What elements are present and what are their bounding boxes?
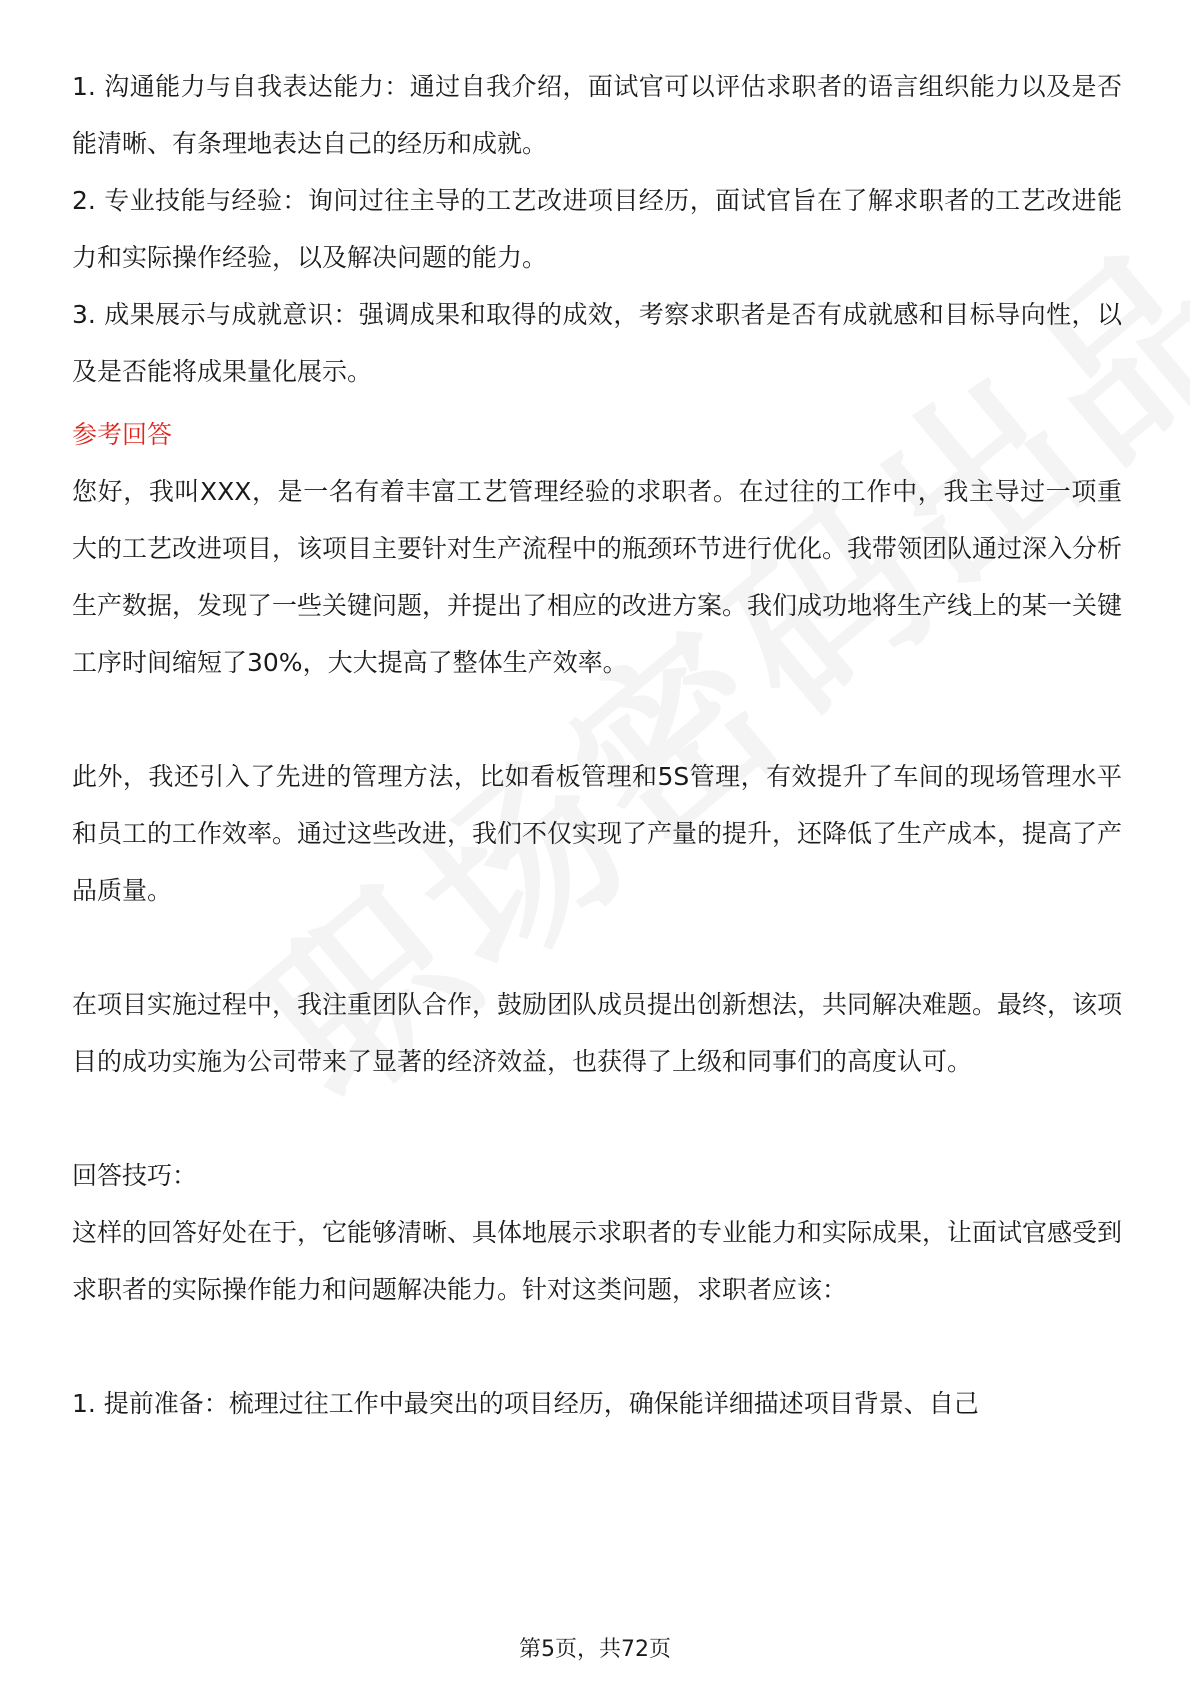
spacer: [72, 1090, 1122, 1147]
tips-paragraph: 这样的回答好处在于，它能够清晰、具体地展示求职者的专业能力和实际成果，让面试官感受到求职者的实际操作能力和问题解决能力。针对这类问题，求职者应该：: [72, 1218, 1123, 1304]
intro-item-3: 3. 成果展示与成就意识：强调成果和取得的成效，考察求职者是否有成就感和目标导向性，以及是否能将成果量化展示。: [72, 300, 1122, 386]
reference-paragraph-1: 您好，我叫XXX，是一名有着丰富工艺管理经验的求职者。在过往的工作中，我主导过一项重大的工艺改进项目，该项目主要针对生产流程中的瓶颈环节进行优化。我带领团队通过深入分析生产数据，发现了一些关键问题，并提出了相应的改进方案。我们成功地将生产线上的某一关键工序时间缩短了30%，大大提高了整体生产效率。: [72, 477, 1123, 677]
spacer: [72, 691, 1122, 748]
spacer: [72, 1318, 1122, 1375]
page-number: 第5页，共72页: [519, 1637, 671, 1662]
tips-heading: 回答技巧：: [72, 1161, 198, 1190]
reference-paragraph-3: 在项目实施过程中，我注重团队合作，鼓励团队成员提出创新想法，共同解决难题。最终，该项目的成功实施为公司带来了显著的经济效益，也获得了上级和同事们的高度认可。: [72, 990, 1123, 1076]
tips-item-1: 1. 提前准备：梳理过往工作中最突出的项目经历，确保能详细描述项目背景、自己: [72, 1389, 979, 1418]
intro-item-1: 1. 沟通能力与自我表达能力：通过自我介绍，面试官可以评估求职者的语言组织能力以及是否能清晰、有条理地表达自己的经历和成就。: [72, 72, 1122, 158]
page-content: [72, 58, 1122, 1432]
reference-paragraph-2: 此外，我还引入了先进的管理方法，比如看板管理和5S管理，有效提升了车间的现场管理水平和员工的工作效率。通过这些改进，我们不仅实现了产量的提升，还降低了生产成本，提高了产品质量。: [72, 762, 1123, 905]
reference-heading: 参考回答: [72, 420, 173, 449]
intro-item-2: 2. 专业技能与经验：询问过往主导的工艺改进项目经历，面试官旨在了解求职者的工艺改进能力和实际操作经验，以及解决问题的能力。: [72, 186, 1122, 272]
spacer: [72, 919, 1122, 976]
